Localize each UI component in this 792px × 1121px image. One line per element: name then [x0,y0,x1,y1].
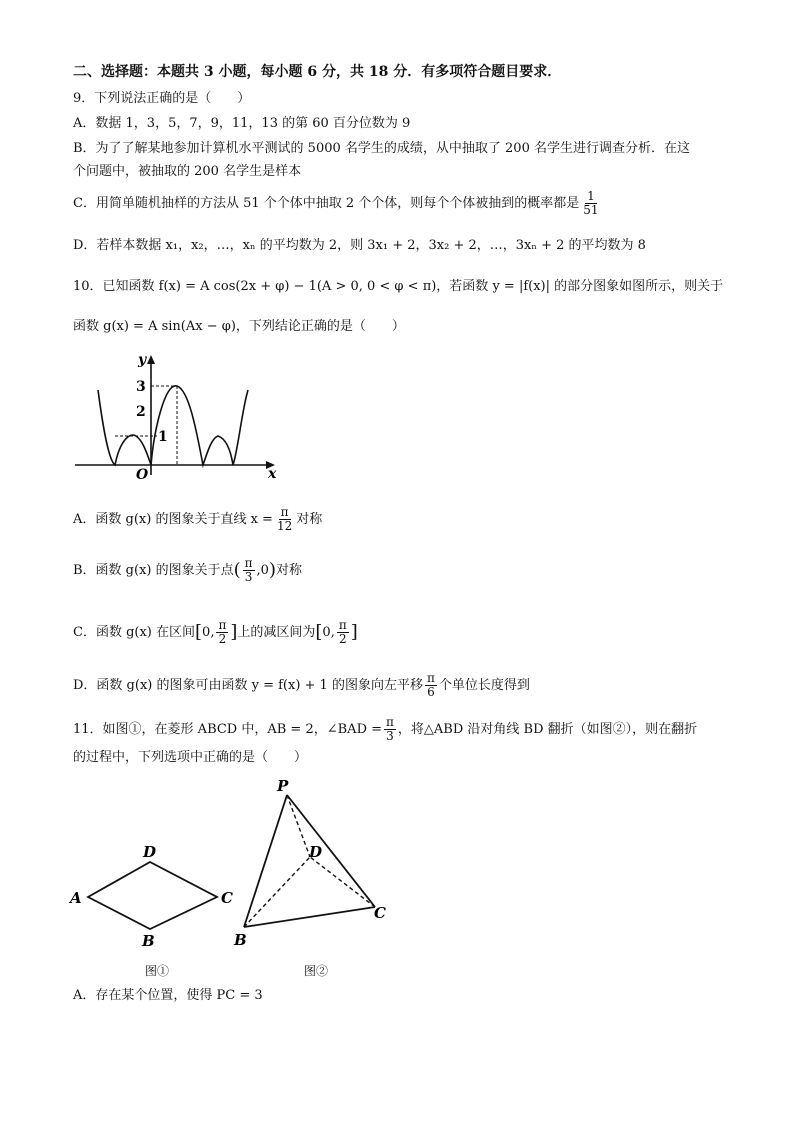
q9-stem: 9．下列说法正确的是（ ） [73,91,251,106]
q10-option-c-interval-start: 0, [202,625,215,640]
abs-f-curve [98,386,248,465]
q10-option-b-rest: ,0 [256,563,269,578]
fraction-numerator: π [426,671,435,685]
q11-stem-fraction [384,716,396,743]
q11-figure-1-rhombus [70,840,240,950]
q10-option-d-pre: D．函数 g(x) 的图象可由函数 y = f(x) + 1 的图象向左平移 [73,678,423,693]
q10-option-d-fraction [425,672,437,699]
tick-label-2: 2 [136,404,146,420]
q11-option-a: A．存在某个位置，使得 PC = 3 [73,988,263,1003]
vertex-label-c: C [221,889,233,907]
q9-option-c-fraction [581,190,600,217]
y-axis-label: y [138,352,147,368]
q10-option-b-fraction [243,557,255,584]
q10-option-c [73,619,358,646]
vertex-label-d: D [309,843,323,861]
q9-option-c [73,190,603,217]
q10-option-b-pre: B．函数 g(x) 的图象关于点 [73,563,234,578]
q9-option-b-line1: B．为了了解某地参加计算机水平测试的 5000 名学生的成绩，从中抽取了 200 名学生进行调查分析．在这 [73,141,690,156]
q10-option-c-pre: C．函数 g(x) 在区间 [73,625,196,640]
q10-stem-line2: 函数 g(x) = A sin(Ax − φ)，下列结论正确的是（ ） [73,319,405,334]
q10-option-d [73,672,530,699]
fraction-numerator: π [218,618,227,632]
q11-stem-pre: 11．如图①，在菱形 ABCD 中，AB = 2，∠BAD = [73,722,383,737]
q9-option-d: D．若样本数据 x₁，x₂，…，xₙ 的平均数为 2，则 3x₁ + 2，3x₂ + 2，…，3xₙ + 2 的平均数为 8 [73,238,646,253]
q10-option-c-fraction-2 [337,619,349,646]
origin-label: O [136,467,149,483]
edge-pd [287,795,310,857]
q11-figure-2-tetrahedron [230,775,400,955]
q10-option-c-mid: 上的减区间为 [237,625,316,640]
figure-1-caption: 图① [145,964,170,978]
fraction-numerator: π [280,505,289,519]
fraction-denominator: 2 [338,632,347,646]
left-bracket: [ [195,621,203,643]
q10-option-a-pre: A．函数 g(x) 的图象关于直线 x = [73,512,273,527]
section-header: 二、选择题：本题共 3 小题，每小题 6 分，共 18 分．有多项符合题目要求． [73,64,562,80]
fraction-denominator: 6 [427,685,435,699]
q10-function-graph [70,350,290,483]
right-bracket: ] [230,621,238,643]
q9-option-a: A．数据 1，3，5，7，9，11，13 的第 60 百分位数为 9 [73,116,411,131]
fraction-denominator: 12 [276,519,293,533]
rhombus-abcd [88,862,217,929]
y-axis-arrow [147,355,155,364]
vertex-label-p: P [277,777,289,795]
fraction-denominator: 2 [218,632,227,646]
q10-option-b [73,557,302,584]
fraction-denominator: 3 [244,570,253,584]
vertex-label-d: D [143,843,157,861]
tick-label-3: 3 [136,379,146,395]
tick-label-1: 1 [158,429,168,445]
fraction-numerator: 1 [587,189,595,203]
q11-stem-post: ，将△ABD 沿对角线 BD 翻折（如图②），则在翻折 [397,722,698,737]
fraction-denominator: 3 [386,729,394,743]
q10-option-a-post: 对称 [296,512,323,527]
fraction-denominator: 51 [583,203,599,217]
q10-stem-line1: 10．已知函数 f(x) = A cos(2x + φ) − 1(A > 0, 0 < φ < π)，若函数 y = |f(x)| 的部分图象如图所示，则关于 [73,279,724,294]
q10-option-a [73,506,322,533]
q10-option-b-post: 对称 [275,563,302,578]
q9-option-c-text: C．用简单随机抽样的方法从 51 个个体中抽取 2 个个体，则每个个体被抽到的概率都是 [73,196,580,211]
edge-bd [244,857,310,927]
vertex-label-c: C [374,904,386,922]
right-bracket: ] [350,621,358,643]
q10-option-c-interval-start-2: 0, [322,625,335,640]
q11-stem-line2: 的过程中，下列选项中正确的是（ ） [73,750,308,765]
vertex-label-a: A [70,889,82,907]
q10-option-d-post: 个单位长度得到 [438,678,530,693]
q10-option-c-fraction-1 [216,619,228,646]
x-axis-label: x [268,466,277,482]
left-paren: ( [233,559,241,581]
figure-2-caption: 图② [304,964,329,978]
vertex-label-b: B [142,932,155,950]
left-bracket: [ [315,621,323,643]
edge-bc [244,907,375,927]
q11-stem-line1 [73,716,697,743]
edge-pc [287,795,375,907]
right-paren: ) [268,559,276,581]
vertex-label-b: B [234,931,247,949]
edge-pb [244,795,287,927]
fraction-numerator: π [338,618,347,632]
fraction-numerator: π [386,715,394,729]
q10-option-a-fraction [275,506,294,533]
fraction-numerator: π [244,556,253,570]
q9-option-b-line2: 个问题中，被抽取的 200 名学生是样本 [73,164,302,179]
